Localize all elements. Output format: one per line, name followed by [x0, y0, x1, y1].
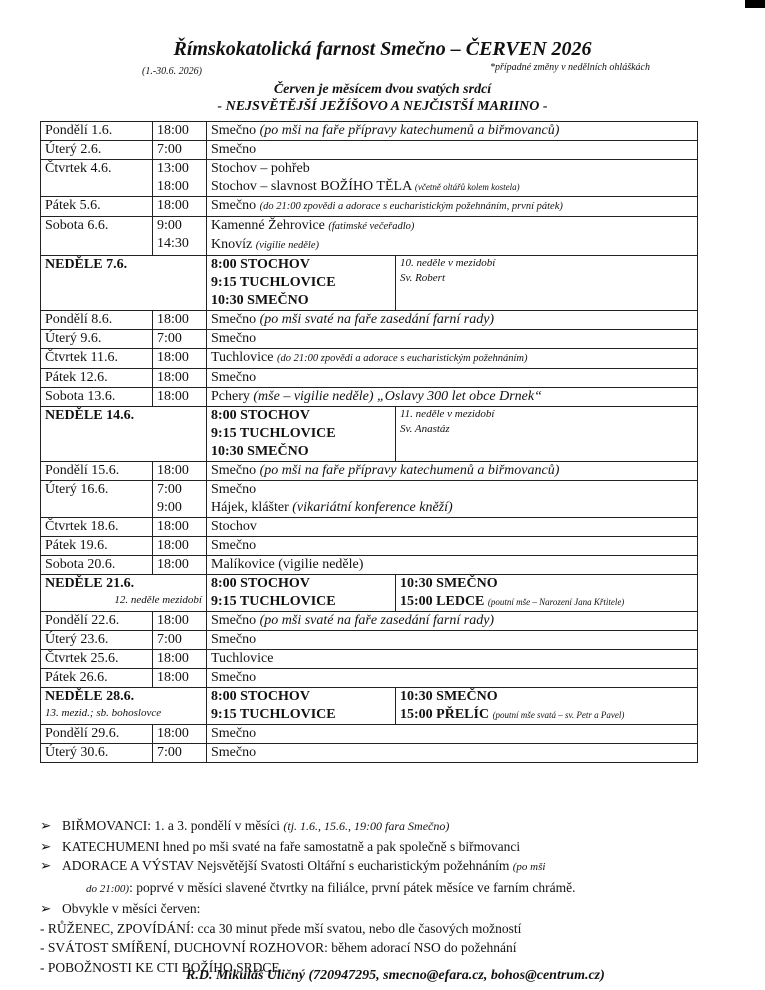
table-row	[41, 141, 698, 160]
table-row	[41, 631, 698, 650]
day-cell: Pondělí 15.6.	[41, 462, 153, 481]
time-cell: 18:00	[153, 669, 207, 688]
day-cell: Úterý 16.6.	[41, 481, 153, 518]
time-cell: 7:00	[153, 141, 207, 160]
time-cell: 18:00	[153, 725, 207, 744]
note-birmovanci: ➢ BIŘMOVANCI: 1. a 3. pondělí v měsíci (tj. 1.6., 15.6., 19:00 fara Smečno)	[40, 816, 740, 837]
day-cell: Sobota 20.6.	[41, 556, 153, 575]
place-cell: Smečno	[207, 369, 698, 388]
place-cell: Smečno (po mši svaté na faře zasedání farní rady)	[207, 311, 698, 330]
sunday-masses-2: 10:30 SMEČNO 15:00 PŘELÍC (poutní mše svatá – sv. Petr a Pavel)	[396, 688, 698, 725]
time-cell: 18:00	[153, 612, 207, 631]
place-cell: Tuchlovice (do 21:00 zpovědi a adorace s eucharistickým požehnáním)	[207, 349, 698, 369]
time-cell: 18:00	[153, 388, 207, 407]
note-obvykle: ➢ Obvykle v měsíci červen:	[40, 899, 740, 919]
place-cell: Smečno	[207, 141, 698, 160]
table-row	[41, 197, 698, 217]
table-row	[41, 725, 698, 744]
table-row	[41, 650, 698, 669]
time-cell: 18:00	[153, 518, 207, 537]
place-cell: Smečno Hájek, klášter (vikariátní konference kněží)	[207, 481, 698, 518]
note-smireni: - SVÁTOST SMÍŘENÍ, DUCHOVNÍ ROZHOVOR: během adorací NSO do požehnání	[40, 940, 517, 955]
table-row	[41, 481, 698, 518]
time-cell: 18:00	[153, 556, 207, 575]
day-cell: Pondělí 8.6.	[41, 311, 153, 330]
day-cell: Úterý 30.6.	[41, 744, 153, 763]
time-cell: 18:00	[153, 537, 207, 556]
place-cell: Smečno (po mši na faře přípravy katechumenů a biřmovanců)	[207, 122, 698, 141]
table-row	[41, 330, 698, 349]
day-cell: Čtvrtek 25.6.	[41, 650, 153, 669]
place-cell: Smečno (do 21:00 zpovědi a adorace s eucharistickým požehnáním, první pátek)	[207, 197, 698, 217]
place-cell: Stochov	[207, 518, 698, 537]
day-cell: Pátek 26.6.	[41, 669, 153, 688]
day-cell: Úterý 2.6.	[41, 141, 153, 160]
table-row	[41, 311, 698, 330]
place-cell: Kamenné Žehrovice (fatimské večeřadlo) Knovíz (vigilie neděle)	[207, 217, 698, 256]
sunday-day-cell: NEDĚLE 14.6.	[41, 407, 207, 462]
table-row	[41, 537, 698, 556]
time-cell: 7:00	[153, 631, 207, 650]
time-cell: 13:00 18:00	[153, 160, 207, 197]
sunday-masses: 8:00 STOCHOV 9:15 TUCHLOVICE 10:30 SMEČNO	[207, 407, 396, 462]
place-cell: Smečno	[207, 537, 698, 556]
arrow-icon: ➢	[40, 901, 52, 916]
sunday-day-cell: NEDĚLE 21.6. 12. neděle mezidobí	[41, 575, 207, 612]
time-cell: 18:00	[153, 122, 207, 141]
table-row	[41, 122, 698, 141]
time-cell: 9:00 14:30	[153, 217, 207, 256]
table-row	[41, 518, 698, 537]
day-cell: Pondělí 29.6.	[41, 725, 153, 744]
note-adorace-cont: do 21:00): poprvé v měsíci slavené čtvrtky na filiálce, první pátek měsíce ve farním chrámě.	[86, 879, 576, 895]
arrow-icon: ➢	[40, 818, 52, 833]
time-cell: 7:00	[153, 744, 207, 763]
table-row	[41, 462, 698, 481]
sunday-day-cell: NEDĚLE 7.6.	[41, 256, 207, 311]
subtitle-1: Červen je měsícem dvou svatých srdcí	[273, 82, 492, 97]
time-cell: 18:00	[153, 349, 207, 369]
place-cell: Malíkovice (vigilie neděle)	[207, 556, 698, 575]
place-cell: Stochov – pohřeb Stochov – slavnost BOŽÍHO TĚLA (včetně oltářů kolem kostela)	[207, 160, 698, 197]
sunday-masses-2: 10:30 SMEČNO 15:00 LEDCE (poutní mše – Narození Jana Křtitele)	[396, 575, 698, 612]
place-cell: Tuchlovice	[207, 650, 698, 669]
day-cell: Pondělí 1.6.	[41, 122, 153, 141]
table-row	[41, 556, 698, 575]
place-cell: Pchery (mše – vigilie neděle) „Oslavy 300 let obce Drnek“	[207, 388, 698, 407]
subtitle-2: - NEJSVĚTĚJŠÍ JEŽÍŠOVO A NEJČISTŠÍ MARIINO -	[217, 99, 548, 114]
sunday-row	[41, 575, 698, 612]
date-range: (1.-30.6. 2026)	[142, 66, 202, 77]
time-cell: 7:00 9:00	[153, 481, 207, 518]
sunday-note: 11. neděle v mezidobí Sv. Anastáz	[396, 407, 698, 462]
day-cell: Sobota 13.6.	[41, 388, 153, 407]
table-row	[41, 388, 698, 407]
table-row	[41, 369, 698, 388]
note-adorace: ➢ ADORACE A VÝSTAV Nejsvětější Svatosti Oltářní s eucharistickým požehnáním (po mši	[40, 856, 740, 878]
place-cell: Smečno	[207, 631, 698, 650]
place-cell: Smečno	[207, 725, 698, 744]
day-cell: Sobota 6.6.	[41, 217, 153, 256]
table-row	[41, 744, 698, 763]
note-katechumeni: ➢ KATECHUMENI hned po mši svaté na faře samostatně a pak společně s biřmovanci	[40, 837, 740, 857]
day-cell: Pátek 12.6.	[41, 369, 153, 388]
sunday-masses: 8:00 STOCHOV 9:15 TUCHLOVICE 10:30 SMEČNO	[207, 256, 396, 311]
place-cell: Smečno (po mši na faře přípravy katechumenů a biřmovanců)	[207, 462, 698, 481]
notes-section	[40, 816, 740, 977]
sunday-row	[41, 688, 698, 725]
arrow-icon: ➢	[40, 858, 52, 873]
sunday-note: 10. neděle v mezidobí Sv. Robert	[396, 256, 698, 311]
signature: R.D. Mikuláš Uličný (720947295, smecno@efara.cz, bohos@centrum.cz)	[186, 968, 605, 983]
day-cell: Pondělí 22.6.	[41, 612, 153, 631]
day-cell: Pátek 19.6.	[41, 537, 153, 556]
day-cell: Úterý 9.6.	[41, 330, 153, 349]
table-row	[41, 217, 698, 256]
time-cell: 7:00	[153, 330, 207, 349]
day-cell: Čtvrtek 18.6.	[41, 518, 153, 537]
time-cell: 18:00	[153, 462, 207, 481]
time-cell: 18:00	[153, 650, 207, 669]
place-note: (včetně oltářů kolem kostela)	[414, 182, 520, 192]
place-note: (do 21:00 zpovědi a adorace s eucharistickým požehnáním, první pátek)	[259, 201, 563, 212]
schedule-table	[40, 121, 698, 763]
place-cell: Smečno (po mši svaté na faře zasedání farní rady)	[207, 612, 698, 631]
day-cell: Pátek 5.6.	[41, 197, 153, 217]
time-cell: 18:00	[153, 369, 207, 388]
page-title: Římskokatolická farnost Smečno – ČERVEN 2026	[173, 38, 592, 60]
sunday-row	[41, 256, 698, 311]
place-cell: Smečno	[207, 669, 698, 688]
day-cell: Čtvrtek 4.6.	[41, 160, 153, 197]
sunday-masses: 8:00 STOCHOV 9:15 TUCHLOVICE	[207, 575, 396, 612]
corner-mark	[745, 0, 765, 8]
table-row	[41, 349, 698, 369]
sunday-masses: 8:00 STOCHOV 9:15 TUCHLOVICE	[207, 688, 396, 725]
note-poboznosti: - POBOŽNOSTI KE CTI BOŽÍHO SRDCE	[40, 959, 280, 975]
table-row	[41, 669, 698, 688]
changes-note: *případné změny v nedělních ohláškách	[490, 62, 650, 73]
table-row	[41, 160, 698, 197]
day-cell: Úterý 23.6.	[41, 631, 153, 650]
sunday-day-cell: NEDĚLE 28.6. 13. mezid.; sb. bohoslovce	[41, 688, 207, 725]
time-cell: 18:00	[153, 197, 207, 217]
note-ruzenec: - RŮŽENEC, ZPOVÍDÁNÍ: cca 30 minut přede mší svatou, nebo dle časových možností	[40, 920, 522, 936]
place-note: (po mši na faře přípravy katechumenů a biřmovanců)	[259, 123, 560, 138]
place-cell: Smečno	[207, 330, 698, 349]
day-cell: Čtvrtek 11.6.	[41, 349, 153, 369]
table-row	[41, 612, 698, 631]
sunday-row	[41, 407, 698, 462]
time-cell: 18:00	[153, 311, 207, 330]
arrow-icon: ➢	[40, 838, 52, 854]
place-cell: Smečno	[207, 744, 698, 763]
